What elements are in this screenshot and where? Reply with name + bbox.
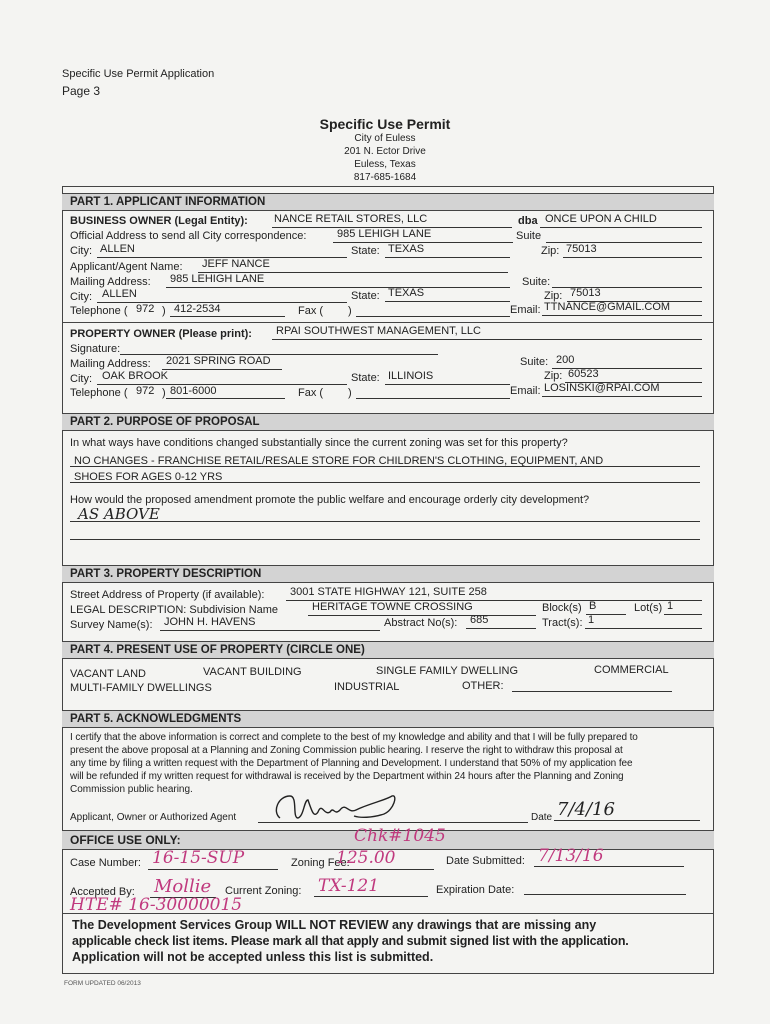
city-street: 201 N. Ector Drive bbox=[344, 146, 426, 157]
property-state-value[interactable]: ILLINOIS bbox=[388, 370, 434, 382]
city-phone: 817-685-1684 bbox=[353, 172, 417, 183]
option-other[interactable]: OTHER: bbox=[462, 680, 504, 692]
official-address-value[interactable]: 985 LEHIGH LANE bbox=[337, 228, 432, 240]
option-industrial[interactable]: INDUSTRIAL bbox=[334, 681, 400, 693]
hte-note: HTE# 16-30000015 bbox=[70, 895, 243, 915]
business-owner-value[interactable]: NANCE RETAIL STORES, LLC bbox=[274, 213, 428, 225]
option-commercial[interactable]: COMMERCIAL bbox=[594, 664, 669, 676]
block-value[interactable]: B bbox=[589, 600, 597, 612]
lot-value[interactable]: 1 bbox=[667, 600, 674, 612]
suite-label: Suite bbox=[516, 230, 542, 242]
property-state-label: State: bbox=[351, 372, 380, 384]
email-value[interactable]: TTNANCE@GMAIL.COM bbox=[544, 301, 671, 313]
part5-heading: PART 5. ACKNOWLEDGMENTS bbox=[62, 710, 714, 728]
property-telephone-area[interactable]: 972 bbox=[136, 385, 155, 397]
form-updated: FORM UPDATED 06/2013 bbox=[64, 980, 141, 987]
current-zoning-value[interactable]: TX-121 bbox=[318, 876, 380, 896]
purpose-question-1: In what ways have conditions changed substantially since the current zoning was set for this property? bbox=[70, 437, 568, 449]
property-telephone-close: ) bbox=[162, 387, 166, 399]
ack-text-line1: I certify that the above information is correct and complete to the best of my knowledge and ability and that I will be fully prepared to bbox=[70, 732, 638, 743]
email-label: Email: bbox=[510, 304, 541, 316]
page-header-title: Specific Use Permit Application bbox=[62, 68, 215, 80]
property-mailing-label: Mailing Address: bbox=[70, 358, 151, 370]
dba-label: dba bbox=[518, 215, 538, 227]
purpose-answer-1-line2[interactable]: SHOES FOR AGES 0-12 YRS bbox=[74, 471, 223, 483]
lot-label: Lot(s) bbox=[634, 602, 663, 614]
property-zip-label: Zip: bbox=[544, 370, 563, 382]
part2-heading: PART 2. PURPOSE OF PROPOSAL bbox=[62, 413, 714, 431]
ack-text-line3: any time by filing a written request with the Department of Planning and Development. I understand that 50% of my application fee bbox=[70, 758, 633, 769]
abstract-value[interactable]: 685 bbox=[470, 614, 489, 626]
date-submitted-label: Date Submitted: bbox=[446, 855, 525, 867]
property-owner-value[interactable]: RPAI SOUTHWEST MANAGEMENT, LLC bbox=[276, 325, 481, 337]
case-number-value[interactable]: 16-15-SUP bbox=[152, 848, 245, 868]
fax-close: ) bbox=[348, 305, 352, 317]
city-citystate: Euless, Texas bbox=[354, 159, 416, 170]
notice-line3: Application will not be accepted unless this list is submitted. bbox=[72, 950, 434, 964]
date-submitted-value[interactable]: 7/13/16 bbox=[538, 846, 604, 866]
property-mailing-value[interactable]: 2021 SPRING ROAD bbox=[166, 355, 271, 367]
zip2-label: Zip: bbox=[544, 290, 563, 302]
zip2-value[interactable]: 75013 bbox=[570, 287, 601, 299]
document-title: Specific Use Permit bbox=[319, 116, 451, 132]
city-label: City: bbox=[70, 245, 92, 257]
street-address-label: Street Address of Property (if available): bbox=[70, 589, 265, 601]
part3-heading: PART 3. PROPERTY DESCRIPTION bbox=[62, 565, 714, 583]
telephone-value[interactable]: 412-2534 bbox=[174, 303, 221, 315]
property-zip-value[interactable]: 60523 bbox=[568, 368, 599, 380]
tract-label: Tract(s): bbox=[542, 617, 583, 629]
option-multi-family[interactable]: MULTI-FAMILY DWELLINGS bbox=[70, 682, 212, 694]
dba-value[interactable]: ONCE UPON A CHILD bbox=[545, 213, 657, 225]
accepted-by-value[interactable]: Mollie bbox=[154, 876, 212, 897]
city-value[interactable]: ALLEN bbox=[100, 243, 135, 255]
city2-value[interactable]: ALLEN bbox=[102, 288, 137, 300]
ack-text-line4: will be refunded if my written request for withdrawal is received by the Department within 24 hours after the Planning and Zoning bbox=[70, 771, 624, 782]
property-city-value[interactable]: OAK BROOK bbox=[102, 370, 169, 382]
city-name: City of Euless bbox=[354, 133, 416, 144]
fax-label: Fax ( bbox=[298, 305, 324, 317]
agent-name-value[interactable]: JEFF NANCE bbox=[202, 258, 270, 270]
street-address-value[interactable]: 3001 STATE HIGHWAY 121, SUITE 258 bbox=[290, 586, 487, 598]
state2-value[interactable]: TEXAS bbox=[388, 287, 425, 299]
purpose-answer-2[interactable]: AS ABOVE bbox=[78, 505, 160, 523]
purpose-answer-1-line1[interactable]: NO CHANGES - FRANCHISE RETAIL/RESALE STORE FOR CHILDREN'S CLOTHING, EQUIPMENT, AND bbox=[74, 455, 604, 467]
property-email-value[interactable]: LOSINSKI@RPAI.COM bbox=[544, 382, 660, 394]
telephone-area[interactable]: 972 bbox=[136, 303, 155, 315]
notice-line1: The Development Services Group WILL NOT REVIEW any drawings that are missing any bbox=[72, 918, 597, 932]
purpose-question-2: How would the proposed amendment promote the public welfare and encourage orderly city development? bbox=[70, 494, 590, 506]
block-label: Block(s) bbox=[542, 602, 582, 614]
date-label: Date bbox=[531, 812, 553, 823]
mailing-address-value[interactable]: 985 LEHIGH LANE bbox=[170, 273, 265, 285]
option-vacant-land[interactable]: VACANT LAND bbox=[70, 668, 147, 680]
telephone-close: ) bbox=[162, 305, 166, 317]
state2-label: State: bbox=[351, 290, 380, 302]
case-number-label: Case Number: bbox=[70, 857, 141, 869]
notice-line2: applicable check list items. Please mark all that apply and submit signed list with the application. bbox=[72, 934, 629, 948]
property-suite-label: Suite: bbox=[520, 356, 549, 368]
option-single-family[interactable]: SINGLE FAMILY DWELLING bbox=[376, 665, 519, 677]
option-vacant-building[interactable]: VACANT BUILDING bbox=[203, 666, 302, 678]
part4-heading: PART 4. PRESENT USE OF PROPERTY (CIRCLE ONE) bbox=[62, 641, 714, 659]
state-label: State: bbox=[351, 245, 380, 257]
property-telephone-value[interactable]: 801-6000 bbox=[170, 385, 217, 397]
tract-value[interactable]: 1 bbox=[588, 614, 595, 626]
zoning-fee-label: Zoning Fee: bbox=[291, 857, 350, 869]
survey-name-value[interactable]: JOHN H. HAVENS bbox=[164, 616, 256, 628]
property-fax-label: Fax ( bbox=[298, 387, 324, 399]
telephone-label: Telephone ( bbox=[70, 305, 128, 317]
page-number: Page 3 bbox=[62, 84, 101, 98]
current-zoning-label: Current Zoning: bbox=[225, 885, 302, 897]
accepted-by-label: Accepted By: bbox=[70, 886, 135, 898]
city2-label: City: bbox=[70, 291, 92, 303]
mailing-address-label: Mailing Address: bbox=[70, 276, 151, 288]
zip-value[interactable]: 75013 bbox=[566, 243, 597, 255]
property-suite-value[interactable]: 200 bbox=[556, 354, 575, 366]
business-owner-label: BUSINESS OWNER (Legal Entity): bbox=[70, 215, 248, 227]
check-number-note: Chk#1045 bbox=[354, 826, 446, 846]
part1-heading: PART 1. APPLICANT INFORMATION bbox=[62, 193, 714, 211]
property-owner-label: PROPERTY OWNER (Please print): bbox=[70, 328, 252, 340]
survey-name-label: Survey Name(s): bbox=[70, 619, 153, 631]
state-value[interactable]: TEXAS bbox=[388, 243, 425, 255]
expiration-date-label: Expiration Date: bbox=[436, 884, 515, 896]
office-use-heading: OFFICE USE ONLY: bbox=[62, 830, 714, 850]
ack-text-line5: Commission public hearing. bbox=[70, 784, 193, 795]
zip-label: Zip: bbox=[541, 245, 560, 257]
ack-text-line2: present the above proposal at a Planning and Zoning Commission public hearing. I reserve the right to withdraw this proposal at bbox=[70, 745, 623, 756]
official-address-label: Official Address to send all City correspondence: bbox=[70, 230, 307, 242]
subdivision-value[interactable]: HERITAGE TOWNE CROSSING bbox=[312, 601, 473, 613]
property-city-label: City: bbox=[70, 373, 92, 385]
zoning-fee-value[interactable]: 125.00 bbox=[336, 848, 396, 868]
suite2-label: Suite: bbox=[522, 276, 551, 288]
property-fax-close: ) bbox=[348, 387, 352, 399]
abstract-label: Abstract No(s): bbox=[384, 617, 458, 629]
property-telephone-label: Telephone ( bbox=[70, 387, 128, 399]
signature-agent-label: Applicant, Owner or Authorized Agent bbox=[70, 812, 237, 823]
signature-label: Signature: bbox=[70, 343, 121, 355]
agent-name-label: Applicant/Agent Name: bbox=[70, 261, 183, 273]
date-value[interactable]: 7/4/16 bbox=[557, 799, 615, 820]
property-email-label: Email: bbox=[510, 385, 541, 397]
legal-description-label: LEGAL DESCRIPTION: Subdivision Name bbox=[70, 604, 279, 616]
